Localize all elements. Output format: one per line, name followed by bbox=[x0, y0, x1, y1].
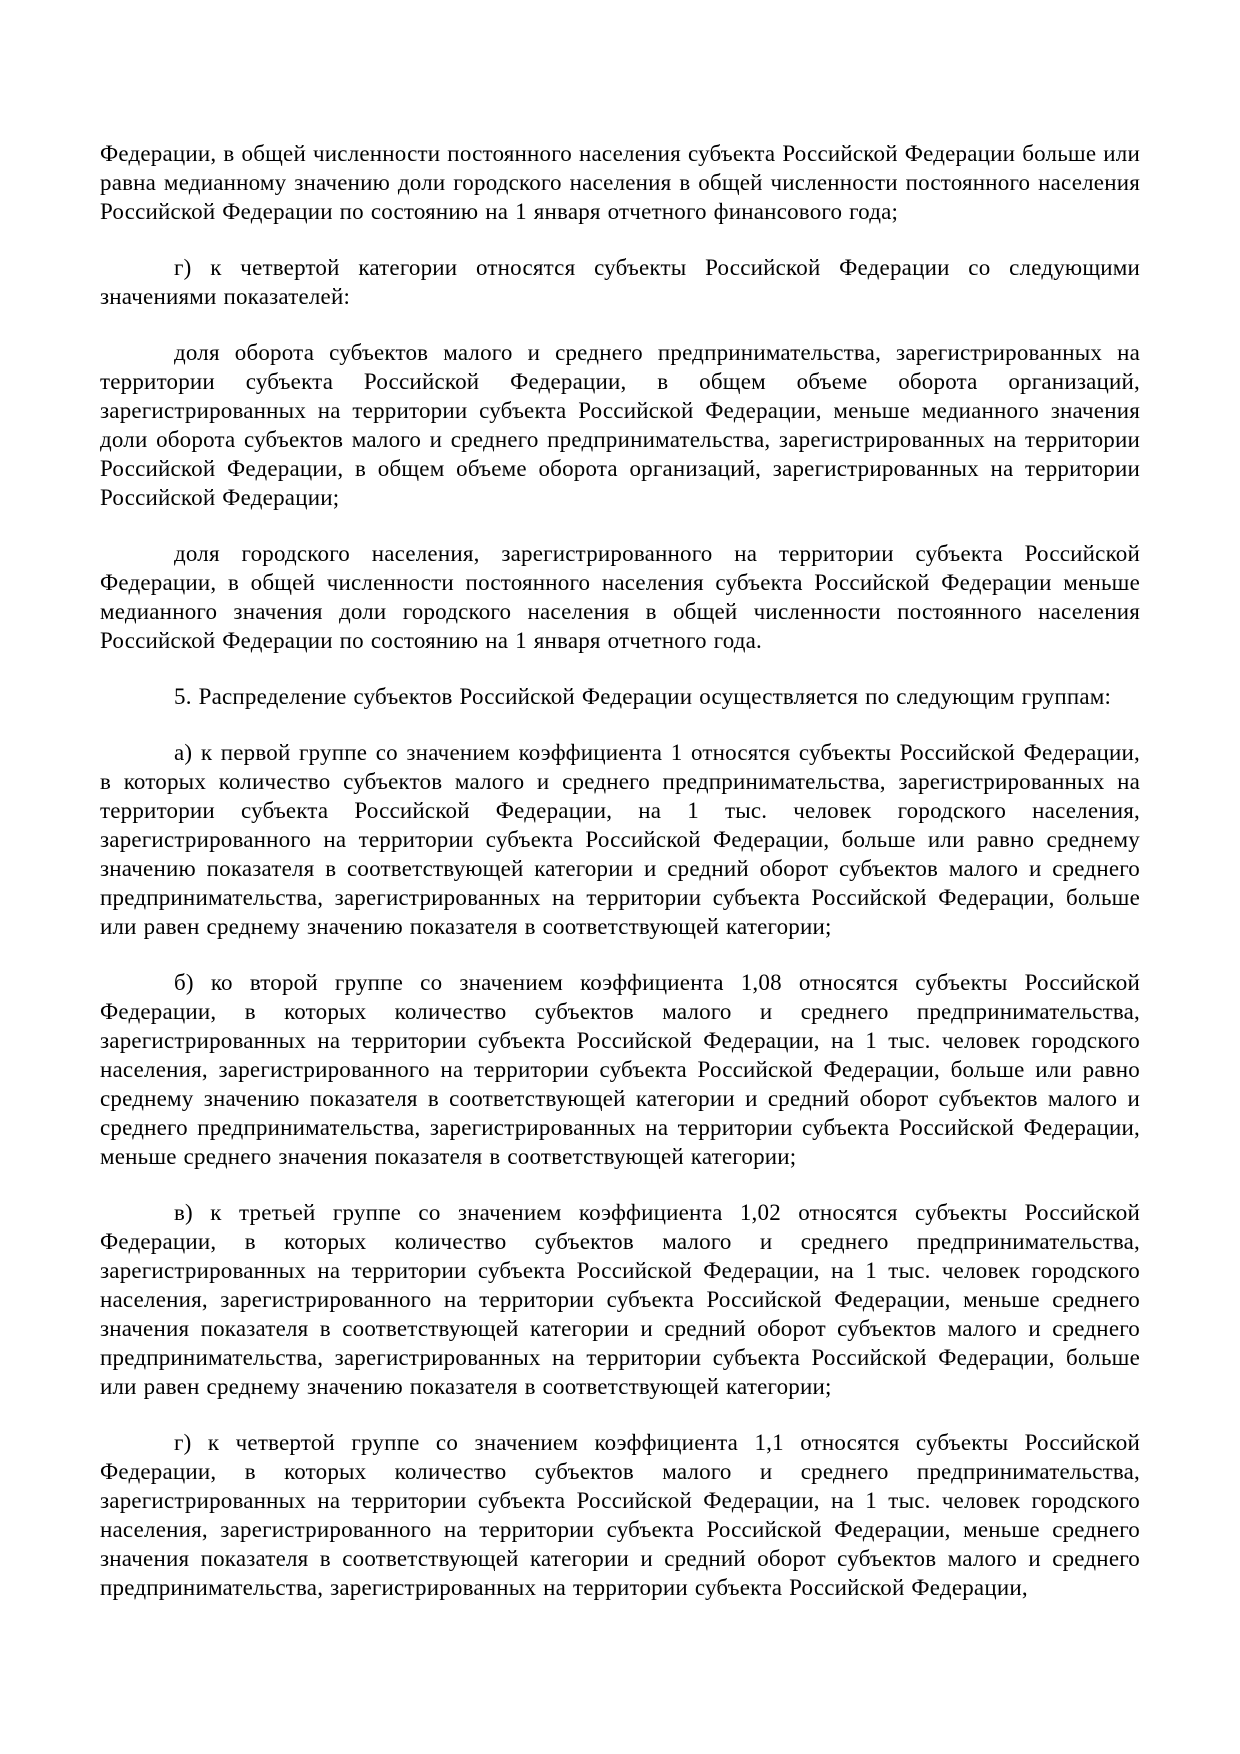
paragraph-item-a-group-1: а) к первой группе со значением коэффициента 1 относятся субъекты Российской Федерации, в которых количество субъектов малого и среднего предпринимательства, зарегистрированных на территории субъекта Российской Федерации, на 1 тыс. человек городского населения, зарегистрированного на территории субъекта Российской Федерации, больше или равно среднему значению показателя в соответствующей категории и средний оборот субъектов малого и среднего предпринимательства, зарегистрированных на территории субъекта Российской Федерации, больше или равен среднему значению показателя в соответствующей категории; bbox=[100, 740, 1140, 939]
paragraph-item-b-group-2: б) ко второй группе со значением коэффициента 1,08 относятся субъекты Российской Федерации, в которых количество субъектов малого и среднего предпринимательства, зарегистрированных на территории субъекта Российской Федерации, на 1 тыс. человек городского населения, зарегистрированного на территории субъекта Российской Федерации, больше или равно среднему значению показателя в соответствующей категории и средний оборот субъектов малого и среднего предпринимательства, зарегистрированных на территории субъекта Российской Федерации, меньше среднего значения показателя в соответствующей категории; bbox=[100, 970, 1140, 1169]
document-text-block bbox=[100, 139, 1140, 1602]
paragraph-item-v-group-3: в) к третьей группе со значением коэффициента 1,02 относятся субъекты Российской Федерации, в которых количество субъектов малого и среднего предпринимательства, зарегистрированных на территории субъекта Российской Федерации, на 1 тыс. человек городского населения, зарегистрированного на территории субъекта Российской Федерации, меньше среднего значения показателя в соответствующей категории и средний оборот субъектов малого и среднего предпринимательства, зарегистрированных на территории субъекта Российской Федерации, больше или равен среднему значению показателя в соответствующей категории; bbox=[100, 1200, 1140, 1399]
paragraph-item-g-group-4: г) к четвертой группе со значением коэффициента 1,1 относятся субъекты Российской Федерации, в которых количество субъектов малого и среднего предпринимательства, зарегистрированных на территории субъекта Российской Федерации, на 1 тыс. человек городского населения, зарегистрированного на территории субъекта Российской Федерации, меньше среднего значения показателя в соответствующей категории и средний оборот субъектов малого и среднего предпринимательства, зарегистрированных на территории субъекта Российской Федерации, bbox=[100, 1430, 1140, 1600]
paragraph-indicator-urban-population-share: доля городского населения, зарегистрированного на территории субъекта Российской Федерации, в общей численности постоянного населения субъекта Российской Федерации меньше медианного значения доли городского населения в общей численности постоянного населения Российской Федерации по состоянию на 1 января отчетного года. bbox=[100, 541, 1140, 653]
paragraph-indicator-turnover-share: доля оборота субъектов малого и среднего предпринимательства, зарегистрированных на территории субъекта Российской Федерации, в общем объеме оборота организаций, зарегистрированных на территории субъекта Российской Федерации, меньше медианного значения доли оборота субъектов малого и среднего предпринимательства, зарегистрированных на территории Российской Федерации, в общем объеме оборота организаций, зарегистрированных на территории Российской Федерации; bbox=[100, 340, 1140, 510]
paragraph-point-5: 5. Распределение субъектов Российской Федерации осуществляется по следующим группам: bbox=[174, 684, 1112, 709]
paragraph-item-g-category: г) к четвертой категории относятся субъекты Российской Федерации со следующими значениями показателей: bbox=[100, 255, 1140, 309]
paragraph-continuation-top: Федерации, в общей численности постоянного населения субъекта Российской Федерации больше или равна медианному значению доли городского населения в общей численности постоянного населения Российской Федерации по состоянию на 1 января отчетного финансового года; bbox=[100, 141, 1140, 224]
